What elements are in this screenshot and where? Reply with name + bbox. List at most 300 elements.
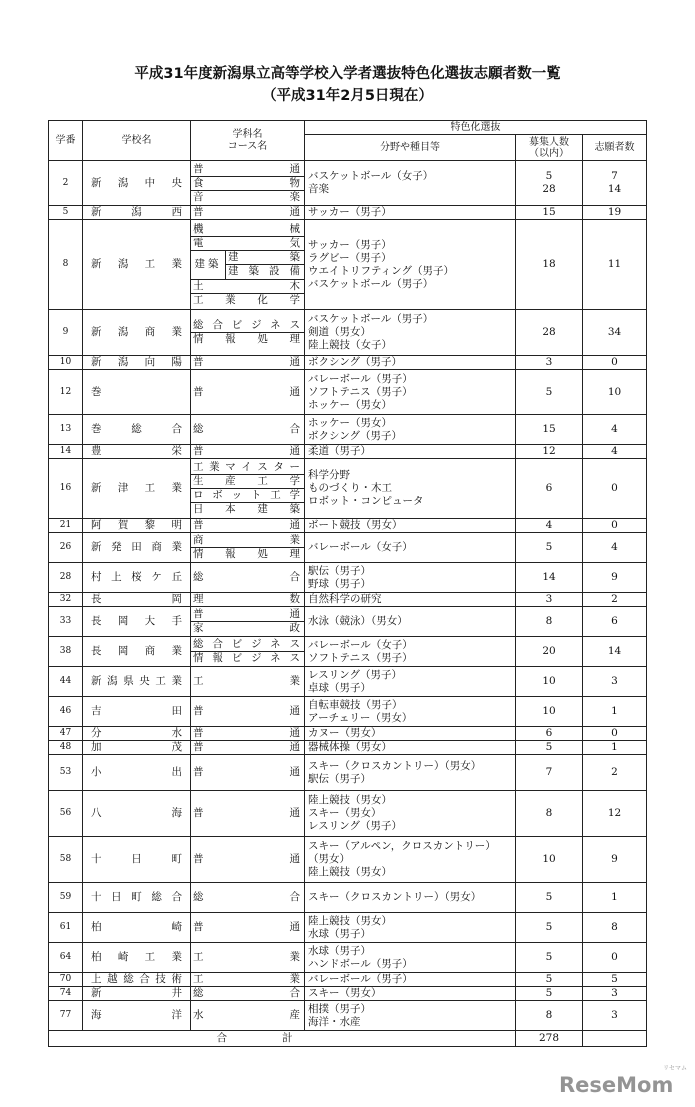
applicants-cell [583,697,647,727]
course-name: ロボット工学 [193,489,302,501]
school-name: 新津工業 [83,459,191,519]
watermark-small-text: リセマム [663,1065,687,1072]
quota-value: 5 [545,987,553,999]
course-name: 音楽 [193,190,302,203]
quota-cell [516,913,583,943]
table-row [49,593,647,607]
course-cell [191,563,305,593]
course-cell [191,837,305,883]
quota-cell [516,445,583,459]
quota-cell [516,519,583,533]
applicants-cell [583,973,647,987]
applicants-value: 5 [611,973,618,985]
school-number: 53 [49,755,83,791]
school-name: 分水 [83,727,191,741]
field-item: スキー（男女） [308,807,382,819]
field-item: スキー（クロスカントリー）（男女） [308,759,482,772]
course-name: 普通 [193,519,302,531]
course-cell [191,220,305,310]
applicants-value: 2 [611,593,618,605]
total-quota: 278 [516,1031,583,1047]
quota-value: 5 [545,891,553,903]
field-cell [305,370,516,415]
field-item: 陸上競技（男女） [308,794,392,806]
field-item: 海洋・水産 [308,1015,361,1028]
applicants-value: 0 [611,356,618,368]
field-cell [305,637,516,667]
field-item: 水泳（競泳）（男女） [308,615,408,627]
school-name: 村上桜ケ丘 [83,563,191,593]
quota-cell [516,533,583,563]
quota-value: 15 [542,423,556,435]
field-cell [305,593,516,607]
header-school: 学校名 [83,121,191,161]
quota-value: 5 [545,973,553,985]
field-item: スキー（男女） [308,987,382,999]
field-item: バレーボール（男子） [308,372,413,385]
school-name: 小出 [83,755,191,791]
school-number: 28 [49,563,83,593]
course-name: 情報処理 [193,333,302,345]
table-body [49,161,647,1031]
school-name: 加茂 [83,741,191,755]
table-row [49,206,647,220]
table-row [49,415,647,445]
quota-cell [516,727,583,741]
course-cell [191,415,305,445]
table-row [49,310,647,356]
applicants-cell [583,1001,647,1031]
school-name: 上越総合技術 [83,973,191,987]
school-number: 74 [49,987,83,1001]
course-cell [191,883,305,913]
course-cell [191,459,305,519]
total-row [49,1031,647,1047]
table-row [49,563,647,593]
course-cell [191,755,305,791]
field-cell [305,883,516,913]
field-item: 駅伝（男子） [308,772,371,785]
course-name: 総合 [193,891,302,903]
school-name: 新潟中央 [83,161,191,206]
quota-value: 28 [542,326,556,338]
quota-value: 5 [545,741,553,753]
field-item: スキー（クロスカントリー）（男女） [308,891,482,903]
school-number: 59 [49,883,83,913]
field-cell [305,987,516,1001]
watermark-text: ReseMom [559,1073,674,1097]
applicants-value: 9 [611,853,618,865]
quota-cell [516,356,583,370]
field-item: 柔道（男子） [308,445,371,457]
field-cell [305,533,516,563]
school-number: 46 [49,697,83,727]
quota-cell [516,161,583,206]
quota-cell [516,415,583,445]
course-cell [191,697,305,727]
quota-value: 8 [545,615,553,627]
total-applicants [583,1031,647,1047]
quota-value: 5 [545,385,553,398]
document-subtitle: （平成31年2月5日現在） [262,88,433,104]
table-row [49,607,647,637]
quota-value: 15 [542,206,556,218]
field-item: 自然科学の研究 [308,593,382,605]
applicants-value: 3 [611,987,618,999]
applicants-cell [583,637,647,667]
course-cell [191,741,305,755]
field-cell [305,356,516,370]
quota-value: 5 [545,170,553,182]
course-name: 日本建築 [193,503,302,515]
table-row [49,791,647,837]
school-name: 巻総合 [83,415,191,445]
field-cell [305,913,516,943]
school-number: 44 [49,667,83,697]
quota-cell [516,741,583,755]
field-item: 卓球（男子） [308,681,371,694]
field-item: 駅伝（男子） [308,564,371,577]
applicants-cell [583,445,647,459]
quota-value: 3 [545,593,553,605]
applicants-value: 1 [611,891,618,903]
applicants-value: 14 [607,645,622,657]
field-item: ハンドボール（男子） [308,957,413,970]
course-cell [191,727,305,741]
school-name: 柏崎 [83,913,191,943]
school-name: 十日町 [83,837,191,883]
course-name: 建築 [228,250,302,263]
applicants-value: 12 [607,807,622,819]
course-name: 普通 [193,853,302,865]
applicants-value: 4 [611,445,618,457]
course-cell [191,593,305,607]
quota-cell [516,593,583,607]
course-cell [191,519,305,533]
applicants-value: 8 [611,921,618,933]
applicants-value: 11 [607,258,622,270]
course-name: 電気 [193,236,302,249]
school-number: 48 [49,741,83,755]
school-number: 13 [49,415,83,445]
field-cell [305,741,516,755]
course-name: 生産工学 [193,475,302,487]
quota-value: 8 [545,1009,553,1021]
course-cell [191,370,305,415]
course-name: 普通 [193,807,302,819]
quota-value: 7 [545,766,553,778]
quota-value: 3 [545,356,553,368]
school-number: 77 [49,1001,83,1031]
applicants-value: 10 [607,385,622,398]
field-cell [305,791,516,837]
applicants-cell [583,310,647,356]
table-row [49,533,647,563]
quota-cell [516,459,583,519]
course-cell [191,206,305,220]
field-item: （男女） [308,853,350,865]
field-item: 水球（男子） [308,927,371,940]
course-cell [191,356,305,370]
school-name: 海洋 [83,1001,191,1031]
course-cell [191,913,305,943]
applicants-cell [583,727,647,741]
quota-cell [516,791,583,837]
course-cell [191,973,305,987]
applicants-cell [583,415,647,445]
table-row [49,370,647,415]
quota-cell [516,370,583,415]
table-row [49,445,647,459]
course-cell [191,533,305,563]
applicants-value: 2 [611,766,618,778]
field-item: ホッケー（男女） [308,398,392,411]
course-cell [191,987,305,1001]
course-name: 土木 [193,279,302,292]
field-cell [305,667,516,697]
course-name: 普通 [193,356,302,368]
field-cell [305,563,516,593]
header-course: 学科名 コース名 [191,121,305,161]
course-cell [191,667,305,697]
field-item: ボート競技（男女） [308,519,403,531]
field-cell [305,459,516,519]
field-item: サッカー（男子） [308,206,392,218]
field-cell [305,220,516,310]
course-name: 総合 [193,987,302,999]
field-item: レスリング（男子） [308,668,402,681]
field-cell [305,310,516,356]
header-quota: 募集人数 （以内） [516,135,583,161]
field-cell [305,206,516,220]
school-number: 32 [49,593,83,607]
course-name: 普通 [193,766,302,778]
field-item: レスリング（男子） [308,820,402,832]
field-item: 相撲（男子） [308,1002,371,1015]
course-name: 建築設備 [228,264,302,277]
school-name: 阿賀黎明 [83,519,191,533]
applicants-cell [583,943,647,973]
school-name: 新潟県央工業 [83,667,191,697]
quota-value: 10 [542,853,556,865]
school-name: 十日町総合 [83,883,191,913]
applicants-cell [583,563,647,593]
school-number: 26 [49,533,83,563]
applicants-table [48,120,647,1047]
course-name: 機械 [193,222,302,235]
school-number: 47 [49,727,83,741]
table-row [49,755,647,791]
school-name: 新潟向陽 [83,356,191,370]
field-item: 器械体操（男女） [308,741,392,753]
quota-value: 5 [545,921,553,933]
table-row [49,973,647,987]
applicants-cell [583,459,647,519]
applicants-cell [583,913,647,943]
applicants-cell [583,883,647,913]
course-name: 情報ビジネス [193,652,302,664]
field-item: ホッケー（男女） [308,416,392,429]
applicants-cell [583,533,647,563]
field-item: ウエイトリフティング（男子） [308,264,454,277]
field-cell [305,755,516,791]
applicants-cell [583,593,647,607]
school-number: 38 [49,637,83,667]
school-name: 新発田商業 [83,533,191,563]
school-name: 吉田 [83,697,191,727]
table-row [49,741,647,755]
table-row [49,943,647,973]
applicants-value: 4 [611,541,618,553]
school-number: 14 [49,445,83,459]
school-number: 12 [49,370,83,415]
table-row [49,161,647,206]
applicants-cell [583,206,647,220]
table-row [49,727,647,741]
field-item: ロボット・コンピュータ [308,495,424,507]
field-item: ボクシング（男子） [308,356,403,368]
field-item: バスケットボール（男子） [308,277,434,290]
course-name: 建築 [191,251,226,279]
applicants-value: 0 [611,727,618,739]
course-name: 家政 [193,622,302,634]
course-cell [191,310,305,356]
field-cell [305,415,516,445]
school-name: 長岡商業 [83,637,191,667]
field-item: ボクシング（男子） [308,429,403,442]
course-name: 工業化学 [193,293,302,306]
table-row [49,697,647,727]
school-number: 56 [49,791,83,837]
quota-value: 28 [542,183,556,195]
field-item: 陸上競技（男女） [308,866,392,878]
quota-cell [516,943,583,973]
course-name: 普通 [193,921,302,933]
course-cell [191,637,305,667]
field-item: バレーボール（女子） [308,638,413,651]
field-item: ソフトテニス（男子） [308,651,413,664]
field-cell [305,973,516,987]
applicants-value: 4 [611,423,618,435]
field-item: 剣道（男女） [308,326,371,338]
school-name: 巻 [83,370,191,415]
field-item: 科学分野 [308,469,350,481]
field-item: バレーボール（女子） [308,541,413,553]
applicants-cell [583,519,647,533]
field-cell [305,519,516,533]
course-name: 工業 [193,675,302,687]
school-name: 柏崎工業 [83,943,191,973]
table-row [49,637,647,667]
applicants-cell [583,987,647,1001]
quota-value: 18 [542,258,556,270]
field-cell [305,161,516,206]
school-name: 新井 [83,987,191,1001]
course-name: 工業 [193,951,302,963]
table-row [49,356,647,370]
quota-value: 6 [545,727,553,739]
applicants-value: 6 [611,615,618,627]
quota-value: 14 [542,571,556,583]
field-cell [305,445,516,459]
course-cell [191,607,305,637]
quota-cell [516,607,583,637]
quota-value: 5 [545,541,553,553]
quota-cell [516,667,583,697]
school-number: 10 [49,356,83,370]
field-item: ソフトテニス（男子） [308,385,413,398]
school-number: 61 [49,913,83,943]
table-row [49,913,647,943]
field-cell [305,607,516,637]
applicants-cell [583,667,647,697]
table-row [49,459,647,519]
applicants-value: 19 [607,206,622,218]
field-item: アーチェリー（男女） [308,711,413,724]
quota-value: 10 [542,705,556,717]
quota-cell [516,755,583,791]
table-row [49,667,647,697]
course-cell [191,445,305,459]
course-name: 普通 [193,705,302,717]
applicants-value: 9 [611,571,618,583]
field-cell [305,837,516,883]
quota-value: 20 [542,645,556,657]
quota-value: 4 [545,519,553,531]
quota-cell [516,310,583,356]
applicants-value: 3 [611,675,618,687]
applicants-value: 1 [611,741,618,753]
applicants-value: 0 [611,519,618,531]
applicants-value: 14 [607,183,622,195]
course-name: 食物 [193,176,302,189]
quota-cell [516,697,583,727]
quota-value: 12 [542,445,556,457]
header-group: 特色化選抜 [305,121,647,135]
field-item: サッカー（男子） [308,238,392,251]
field-cell [305,697,516,727]
course-name: 普通 [193,445,302,457]
course-name: 総合 [193,571,302,583]
school-name: 新潟工業 [83,220,191,310]
applicants-cell [583,755,647,791]
watermark-logo [559,1065,687,1101]
quota-cell [516,987,583,1001]
course-cell [191,943,305,973]
field-item: 音楽 [308,183,329,195]
quota-value: 8 [545,807,553,819]
applicants-value: 0 [611,951,618,963]
course-cell [191,1001,305,1031]
field-item: 自転車競技（男子） [308,698,403,711]
field-item: スキー（アルペン，クロスカントリー） [308,840,496,852]
field-cell [305,943,516,973]
table-row [49,883,647,913]
course-name: 総合ビジネス [193,319,302,331]
school-number: 58 [49,837,83,883]
field-item: ものづくり・木工 [308,482,392,494]
field-cell [305,1001,516,1031]
quota-cell [516,637,583,667]
school-number: 8 [49,220,83,310]
field-item: カヌー（男女） [308,727,382,739]
course-name: 情報処理 [193,548,302,560]
applicants-cell [583,741,647,755]
applicants-cell [583,791,647,837]
field-item: バスケットボール（男子） [308,313,434,325]
school-number: 70 [49,973,83,987]
header-field: 分野や種目等 [305,135,516,161]
